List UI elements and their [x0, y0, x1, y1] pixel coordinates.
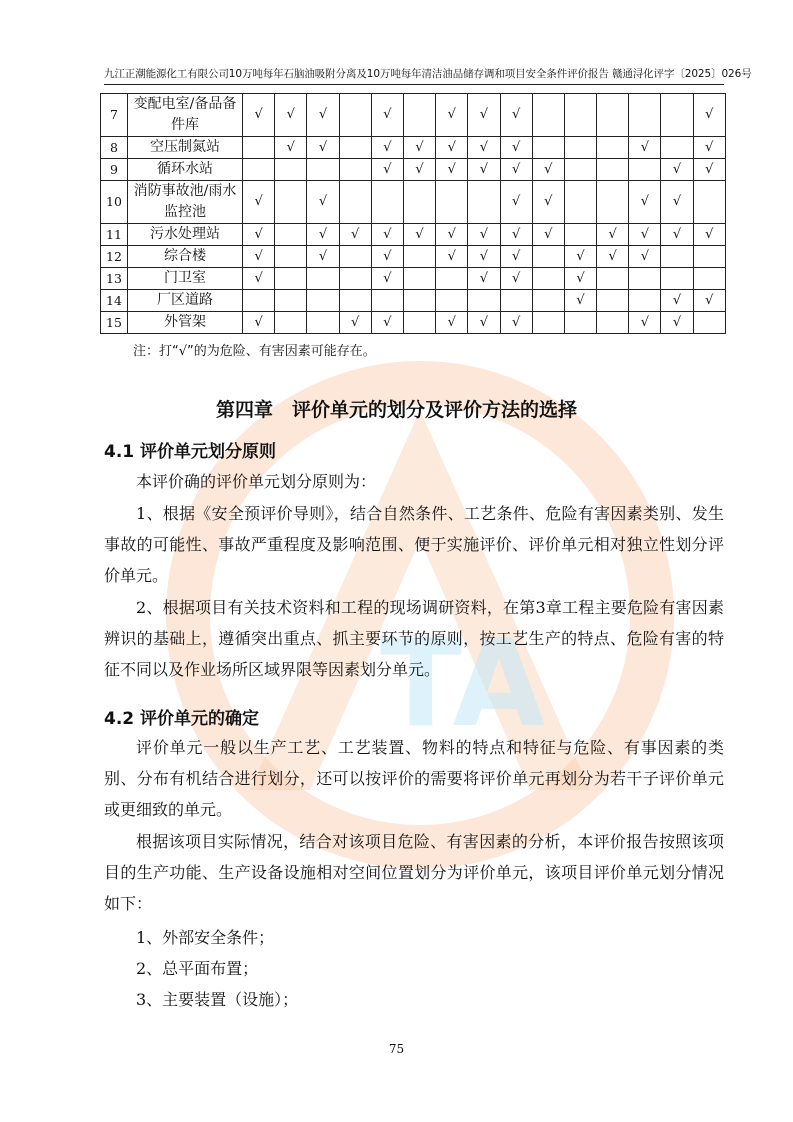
hazard-check-cell: √	[629, 246, 661, 268]
hazard-check-cell: √	[629, 224, 661, 246]
chapter-title: 第四章 评价单元的划分及评价方法的选择	[215, 399, 577, 421]
hazard-check-cell: √	[500, 137, 532, 159]
hazard-check-cell	[661, 268, 693, 290]
hazard-check-cell: √	[275, 137, 307, 159]
hazard-check-cell: √	[693, 159, 725, 181]
hazard-check-cell	[564, 94, 596, 137]
unit-name: 循环水站	[128, 159, 243, 181]
hazard-check-cell	[243, 137, 275, 159]
unit-name: 污水处理站	[128, 224, 243, 246]
hazard-check-cell	[468, 290, 500, 312]
hazard-check-cell: √	[629, 137, 661, 159]
section-4-2-para-1: 评价单元一般以生产工艺、工艺装置、物料的特点和特征与危险、有事因素的类别、分布有机结合进行划分，还可以按评价的需要将评价单元再划分为若干子评价单元或更细致的单元。	[104, 738, 724, 819]
hazard-check-cell	[629, 159, 661, 181]
unit-name: 变配电室/备品备件库	[128, 94, 243, 137]
hazard-check-cell	[564, 159, 596, 181]
hazard-check-cell	[597, 159, 629, 181]
hazard-check-cell	[500, 290, 532, 312]
hazard-check-cell	[661, 246, 693, 268]
hazard-check-cell	[532, 268, 564, 290]
hazard-check-cell	[532, 246, 564, 268]
hazard-check-cell: √	[436, 246, 468, 268]
row-number: 14	[101, 290, 128, 312]
hazard-check-cell	[564, 137, 596, 159]
hazard-check-cell: √	[275, 94, 307, 137]
hazard-check-cell: √	[243, 224, 275, 246]
hazard-check-cell: √	[532, 159, 564, 181]
unit-name: 综合楼	[128, 246, 243, 268]
hazard-check-cell: √	[371, 94, 403, 137]
hazard-check-cell	[597, 290, 629, 312]
hazard-check-cell	[436, 290, 468, 312]
hazard-check-cell: √	[339, 224, 371, 246]
hazard-check-cell: √	[693, 94, 725, 137]
hazard-check-cell	[564, 181, 596, 224]
hazard-check-cell: √	[307, 181, 339, 224]
page-number: 75	[388, 1042, 405, 1056]
hazard-check-cell: √	[564, 246, 596, 268]
hazard-check-cell	[597, 312, 629, 334]
hazard-check-cell	[597, 94, 629, 137]
hazard-check-cell: √	[661, 312, 693, 334]
unit-name: 空压制氮站	[128, 137, 243, 159]
svg-text:TA: TA	[380, 615, 546, 754]
hazard-check-cell	[597, 181, 629, 224]
hazard-check-cell: √	[500, 181, 532, 224]
table-row	[101, 312, 726, 334]
hazard-check-cell	[243, 159, 275, 181]
hazard-check-cell	[436, 268, 468, 290]
hazard-check-cell	[275, 224, 307, 246]
table-row	[101, 137, 726, 159]
hazard-check-cell: √	[661, 159, 693, 181]
hazard-check-cell	[339, 94, 371, 137]
unit-list-item: 3、主要装置（设施）；	[136, 990, 299, 1009]
hazard-check-cell	[693, 181, 725, 224]
hazard-check-cell: √	[532, 181, 564, 224]
hazard-check-cell: √	[436, 137, 468, 159]
hazard-check-cell: √	[693, 224, 725, 246]
header-rule	[104, 84, 724, 85]
row-number: 7	[101, 94, 128, 137]
hazard-check-cell: √	[436, 94, 468, 137]
hazard-check-cell	[403, 312, 435, 334]
hazard-check-cell: √	[307, 137, 339, 159]
hazard-check-cell: √	[371, 312, 403, 334]
hazard-check-cell	[661, 94, 693, 137]
hazard-check-cell	[403, 268, 435, 290]
unit-name: 外管架	[128, 312, 243, 334]
section-4-2-para-2: 根据该项目实际情况，结合对该项目危险、有害因素的分析，本评价报告按照该项目的生产功能、生产设备设施相对空间位置划分为评价单元，该项目评价单元划分情况如下：	[104, 832, 724, 913]
section-4-1-principle-2: 2、根据项目有关技术资料和工程的现场调研资料，在第3章工程主要危险有害因素辨识的基础上，遵循突出重点、抓主要环节的原则，按工艺生产的特点、危险有害的特征不同以及作业场所区域界限等因素划分单元。	[104, 598, 724, 679]
hazard-check-cell	[371, 181, 403, 224]
hazard-check-cell: √	[693, 137, 725, 159]
hazard-check-cell: √	[661, 224, 693, 246]
table-row	[101, 290, 726, 312]
hazard-check-cell: √	[436, 312, 468, 334]
hazard-check-cell	[564, 312, 596, 334]
hazard-check-cell	[339, 137, 371, 159]
hazard-check-cell	[275, 181, 307, 224]
hazard-check-cell	[339, 268, 371, 290]
unit-name: 消防事故池/雨水监控池	[128, 181, 243, 224]
hazard-check-cell	[307, 290, 339, 312]
hazard-table	[100, 93, 726, 334]
hazard-check-cell	[403, 290, 435, 312]
hazard-check-cell: √	[468, 94, 500, 137]
hazard-check-cell	[275, 312, 307, 334]
hazard-check-cell	[693, 268, 725, 290]
table-row	[101, 181, 726, 224]
row-number: 12	[101, 246, 128, 268]
section-4-1-intro: 本评价确的评价单元划分原则为：	[136, 472, 377, 491]
hazard-check-cell: √	[243, 268, 275, 290]
hazard-check-cell	[629, 94, 661, 137]
hazard-check-cell: √	[500, 159, 532, 181]
hazard-check-cell	[532, 137, 564, 159]
hazard-check-cell	[532, 312, 564, 334]
hazard-check-cell: √	[307, 246, 339, 268]
hazard-check-cell: √	[661, 290, 693, 312]
hazard-check-cell	[693, 246, 725, 268]
hazard-check-cell: √	[500, 268, 532, 290]
hazard-check-cell: √	[436, 224, 468, 246]
hazard-check-cell	[275, 290, 307, 312]
hazard-check-cell: √	[371, 159, 403, 181]
table-row	[101, 159, 726, 181]
hazard-check-cell: √	[307, 224, 339, 246]
hazard-check-cell	[275, 159, 307, 181]
hazard-check-cell	[339, 159, 371, 181]
hazard-check-cell: √	[307, 94, 339, 137]
table-row	[101, 94, 726, 137]
hazard-check-cell: √	[468, 224, 500, 246]
unit-list-item: 2、总平面布置；	[136, 959, 259, 978]
table-note: 注：打“√”的为危险、有害因素可能存在。	[133, 344, 376, 359]
hazard-check-cell	[243, 290, 275, 312]
hazard-check-cell: √	[371, 246, 403, 268]
hazard-check-cell	[693, 312, 725, 334]
hazard-check-cell: √	[500, 246, 532, 268]
table-row	[101, 268, 726, 290]
hazard-check-cell	[403, 94, 435, 137]
hazard-check-cell	[468, 181, 500, 224]
hazard-check-cell: √	[468, 268, 500, 290]
hazard-check-cell: √	[661, 181, 693, 224]
hazard-check-cell	[275, 246, 307, 268]
section-4-1-principle-1: 1、根据《安全预评价导则》，结合自然条件、工艺条件、危险有害因素类别、发生事故的可能性、事故严重程度及影响范围、便于实施评价、评价单元相对独立性划分评价单元。	[104, 504, 724, 585]
hazard-check-cell	[339, 181, 371, 224]
hazard-check-cell: √	[468, 137, 500, 159]
hazard-check-cell: √	[629, 181, 661, 224]
hazard-check-cell: √	[371, 224, 403, 246]
hazard-check-cell	[371, 290, 403, 312]
hazard-check-cell: √	[468, 159, 500, 181]
hazard-check-cell: √	[403, 224, 435, 246]
hazard-check-cell: √	[500, 224, 532, 246]
hazard-check-cell: √	[403, 159, 435, 181]
hazard-check-cell	[597, 268, 629, 290]
section-4-1-title: 4.1 评价单元划分原则	[104, 442, 277, 462]
hazard-check-cell: √	[693, 290, 725, 312]
hazard-check-cell	[532, 94, 564, 137]
hazard-check-cell	[307, 312, 339, 334]
hazard-check-cell	[661, 137, 693, 159]
hazard-check-cell: √	[629, 312, 661, 334]
hazard-check-cell: √	[532, 224, 564, 246]
hazard-check-cell	[436, 181, 468, 224]
hazard-check-cell: √	[339, 312, 371, 334]
hazard-check-cell: √	[243, 246, 275, 268]
row-number: 11	[101, 224, 128, 246]
row-number: 13	[101, 268, 128, 290]
hazard-check-cell	[403, 181, 435, 224]
hazard-check-cell: √	[371, 268, 403, 290]
hazard-check-cell: √	[597, 224, 629, 246]
hazard-check-cell	[532, 290, 564, 312]
hazard-check-cell: √	[436, 159, 468, 181]
hazard-check-cell	[629, 290, 661, 312]
hazard-check-cell	[307, 268, 339, 290]
unit-list-item: 1、外部安全条件；	[136, 928, 275, 947]
hazard-check-cell: √	[597, 246, 629, 268]
hazard-check-cell: √	[564, 268, 596, 290]
hazard-check-cell	[339, 246, 371, 268]
hazard-check-cell: √	[468, 312, 500, 334]
hazard-check-cell: √	[564, 290, 596, 312]
hazard-check-cell	[403, 246, 435, 268]
report-header: 九江正潮能源化工有限公司10万吨每年石脑油吸附分离及10万吨每年清洁油品储存调和项目安全条件评价报告 赣通浔化评字〔2025〕026号	[104, 68, 752, 80]
hazard-check-cell: √	[243, 181, 275, 224]
row-number: 10	[101, 181, 128, 224]
table-row	[101, 246, 726, 268]
hazard-check-cell: √	[403, 137, 435, 159]
hazard-check-cell: √	[371, 137, 403, 159]
unit-name: 厂区道路	[128, 290, 243, 312]
hazard-check-cell	[597, 137, 629, 159]
hazard-check-cell	[564, 224, 596, 246]
hazard-check-cell: √	[468, 246, 500, 268]
hazard-check-cell	[307, 159, 339, 181]
table-row	[101, 224, 726, 246]
row-number: 15	[101, 312, 128, 334]
hazard-check-cell: √	[243, 94, 275, 137]
section-4-2-title: 4.2 评价单元的确定	[104, 709, 260, 729]
hazard-check-cell: √	[243, 312, 275, 334]
hazard-check-cell	[339, 290, 371, 312]
hazard-check-cell: √	[500, 312, 532, 334]
row-number: 8	[101, 137, 128, 159]
hazard-check-cell	[629, 268, 661, 290]
unit-name: 门卫室	[128, 268, 243, 290]
hazard-check-cell	[275, 268, 307, 290]
row-number: 9	[101, 159, 128, 181]
hazard-check-cell: √	[500, 94, 532, 137]
